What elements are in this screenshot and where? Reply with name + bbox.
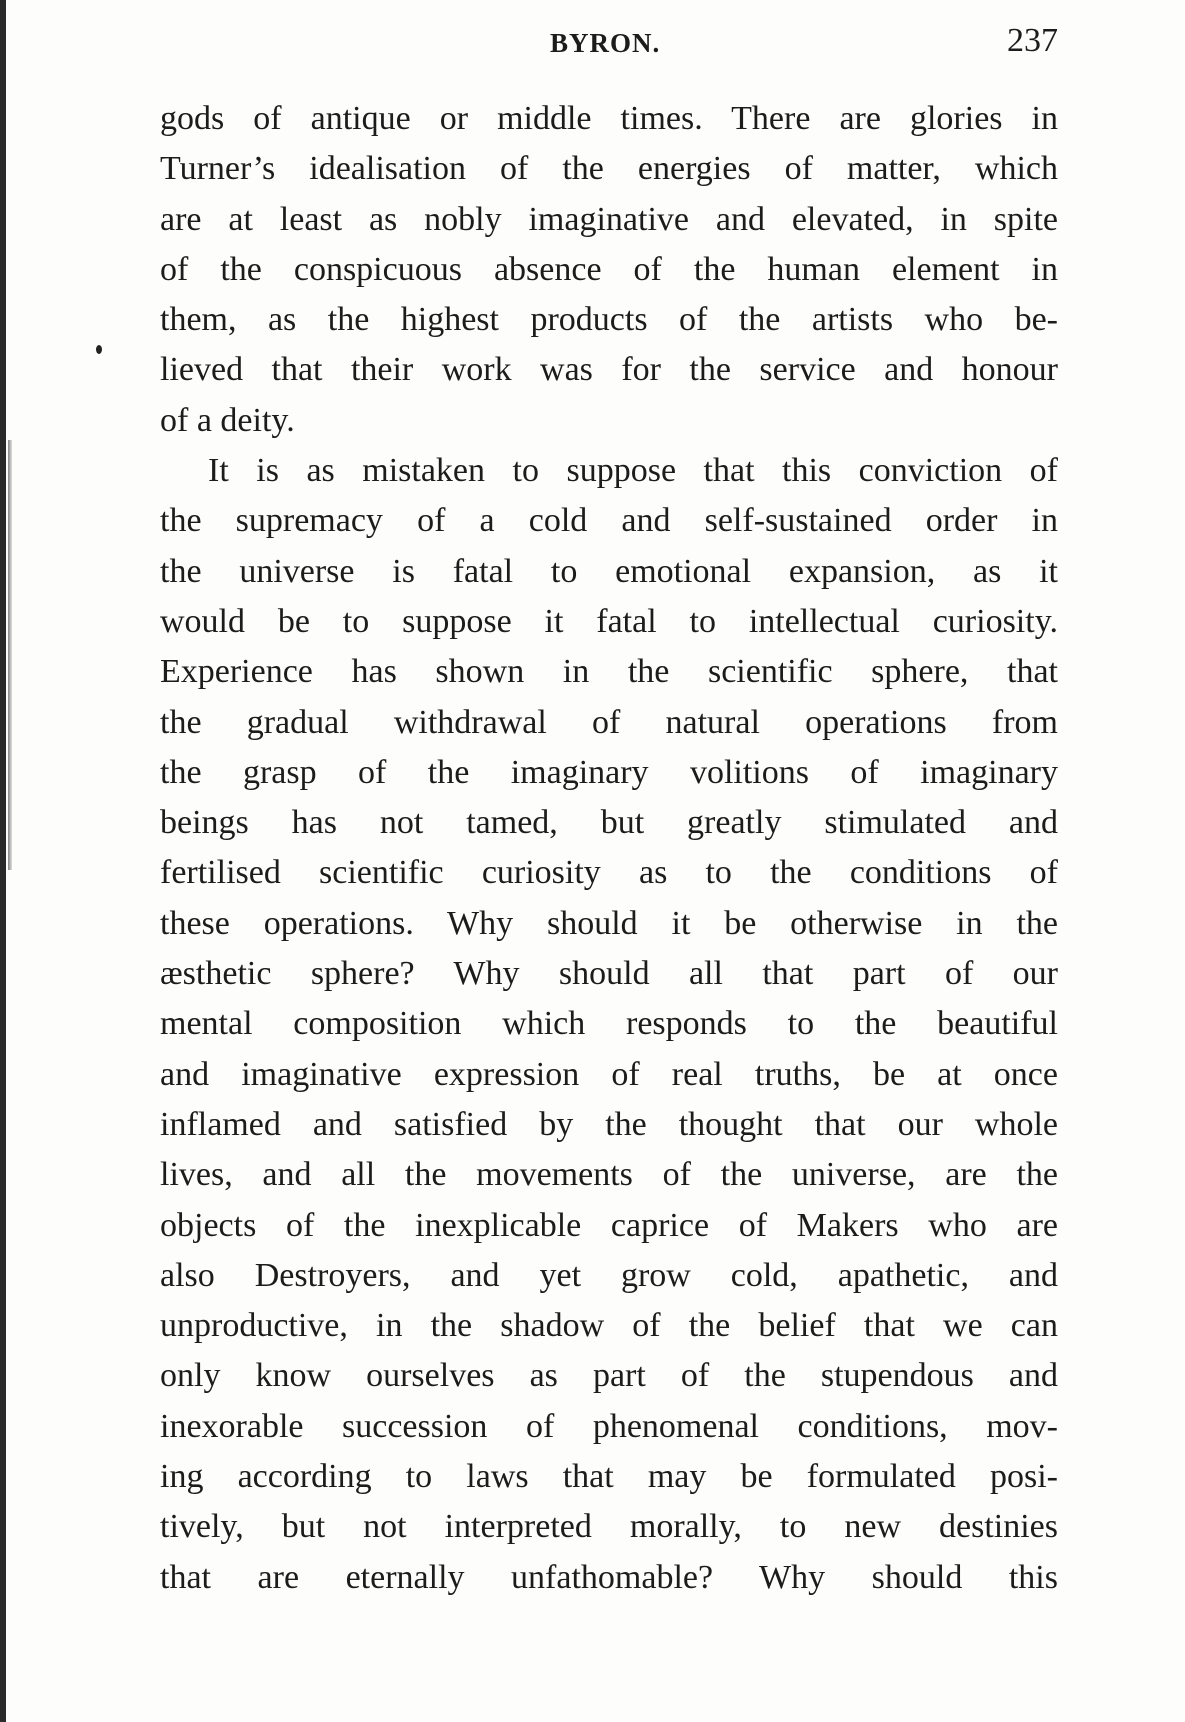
text-line: æsthetic sphere? Why should all that part of our bbox=[160, 955, 1058, 993]
text-line: beings has not tamed, but greatly stimulated and bbox=[160, 804, 1058, 842]
text-line: objects of the inexplicable caprice of Makers who are bbox=[160, 1206, 1058, 1244]
text-line: the grasp of the imaginary volitions of imaginary bbox=[160, 753, 1058, 791]
text-line: would be to suppose it fatal to intellectual curiosity. bbox=[160, 602, 1058, 640]
text-line: inflamed and satisfied by the thought that our whole bbox=[160, 1105, 1058, 1143]
text-line: Turner’s idealisation of the energies of matter, which bbox=[160, 150, 1058, 188]
text-line: that are eternally unfathomable? Why should this bbox=[160, 1558, 1058, 1596]
text-line: the gradual withdrawal of natural operations from bbox=[160, 703, 1058, 741]
paragraph bbox=[160, 446, 1058, 1603]
text-line: the universe is fatal to emotional expansion, as it bbox=[160, 552, 1058, 590]
text-line: are at least as nobly imaginative and elevated, in spite bbox=[160, 200, 1058, 238]
text-line: Experience has shown in the scientific sphere, that bbox=[160, 653, 1058, 691]
binding-shadow bbox=[8, 440, 12, 870]
text-line: these operations. Why should it be otherwise in the bbox=[160, 904, 1058, 942]
page-number: 237 bbox=[1007, 22, 1058, 59]
text-line: of the conspicuous absence of the human element in bbox=[160, 250, 1058, 288]
text-line: tively, but not interpreted morally, to new destinies bbox=[160, 1508, 1058, 1546]
text-line: only know ourselves as part of the stupendous and bbox=[160, 1357, 1058, 1395]
running-title: BYRON. bbox=[550, 28, 661, 58]
text-line: the supremacy of a cold and self-sustained order in bbox=[160, 502, 1058, 540]
margin-mark bbox=[96, 345, 102, 354]
text-line: also Destroyers, and yet grow cold, apathetic, and bbox=[160, 1256, 1058, 1294]
text-line: lives, and all the movements of the universe, are the bbox=[160, 1156, 1058, 1194]
text-line: lieved that their work was for the service and honour bbox=[160, 351, 1058, 389]
running-head bbox=[160, 22, 1058, 66]
text-line: mental composition which responds to the beautiful bbox=[160, 1005, 1058, 1043]
binding-edge bbox=[0, 0, 6, 1722]
text-line: inexorable succession of phenomenal conditions, mov- bbox=[160, 1407, 1058, 1445]
paragraph bbox=[160, 94, 1058, 446]
text-line: It is as mistaken to suppose that this conviction of bbox=[208, 452, 1058, 490]
text-line: and imaginative expression of real truths, be at once bbox=[160, 1055, 1058, 1093]
text-line: fertilised scientific curiosity as to the conditions of bbox=[160, 854, 1058, 892]
text-line: them, as the highest products of the artists who be- bbox=[160, 301, 1058, 339]
text-line: unproductive, in the shadow of the belief that we can bbox=[160, 1307, 1058, 1345]
text-line: gods of antique or middle times. There are glories in bbox=[160, 100, 1058, 137]
text-line: of a deity. bbox=[160, 401, 295, 439]
text-line: ing according to laws that may be formulated posi- bbox=[160, 1458, 1058, 1496]
body-text bbox=[160, 94, 1058, 1603]
